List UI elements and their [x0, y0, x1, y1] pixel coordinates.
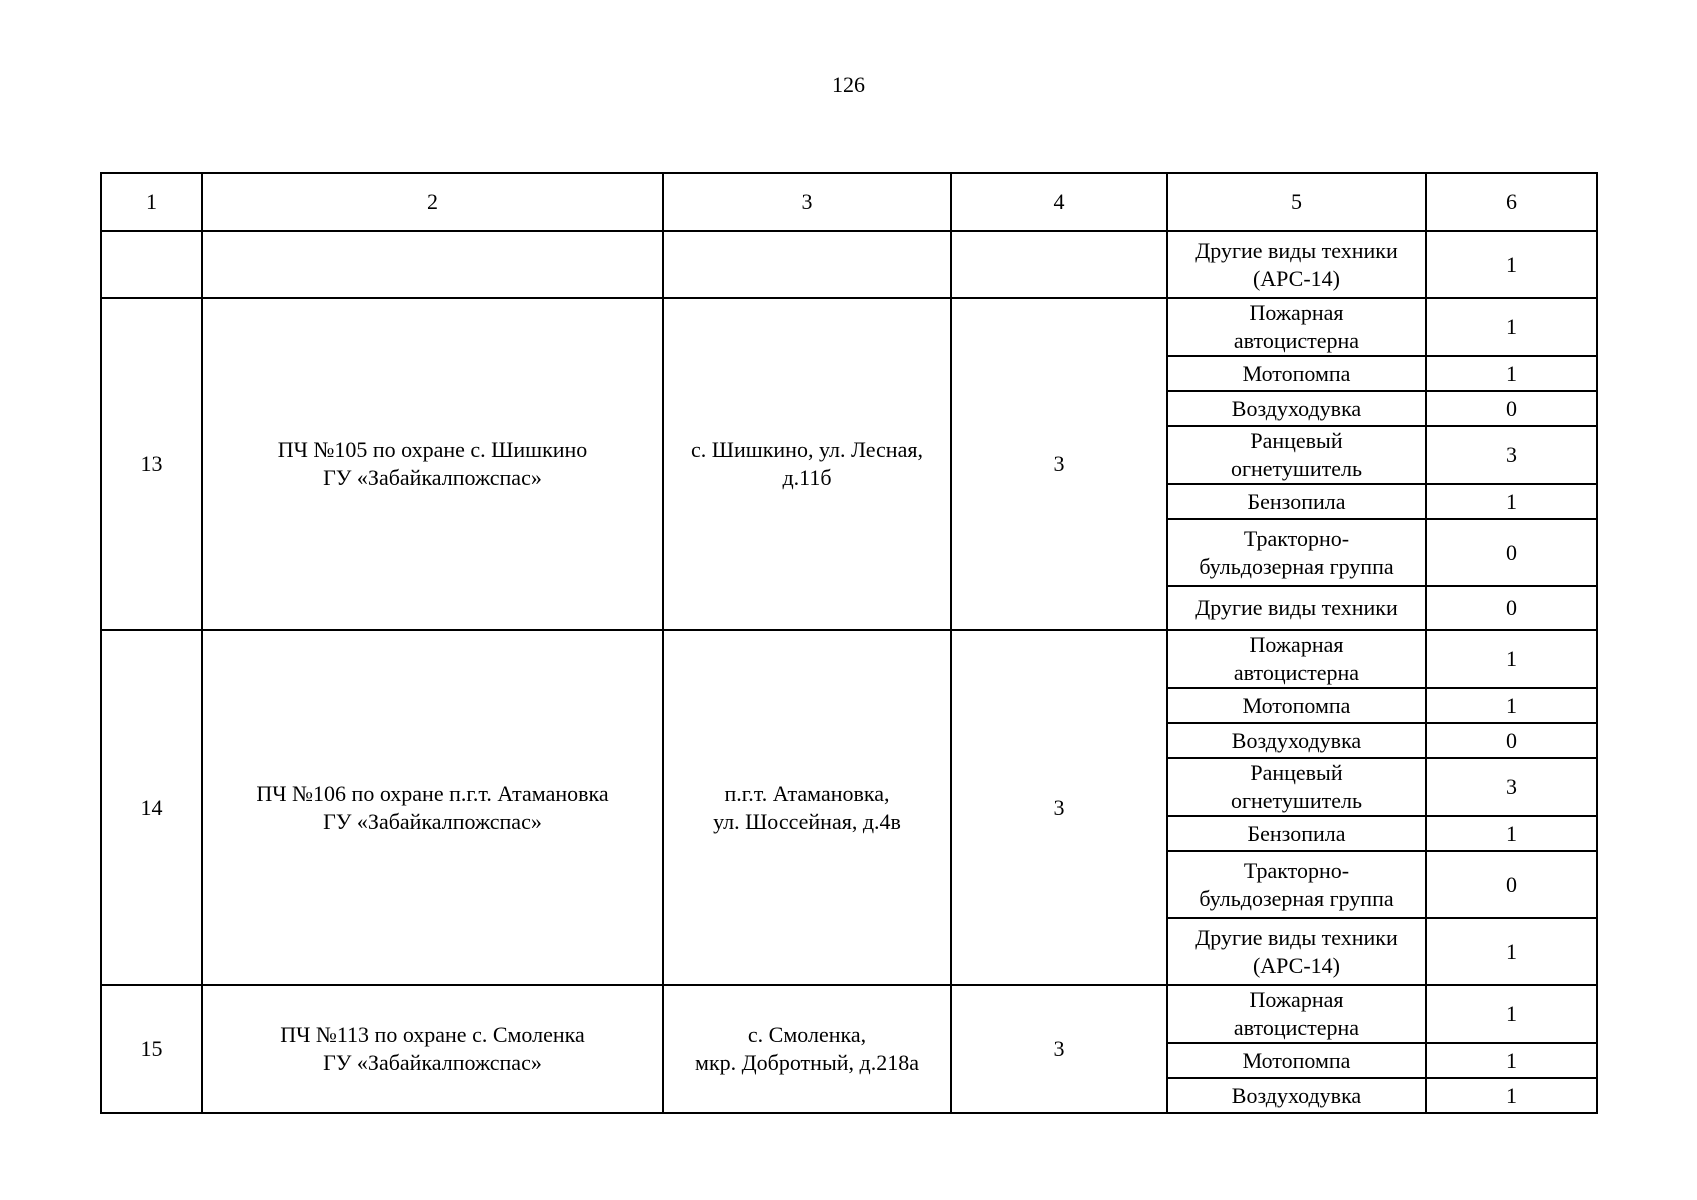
- equipment-name: Бензопила: [1167, 484, 1426, 519]
- equipment-qty: 1: [1426, 1043, 1597, 1078]
- fire-unit-address: с. Смоленка, мкр. Добротный, д.218а: [663, 985, 951, 1113]
- header-cell: 5: [1167, 173, 1426, 231]
- column-4-value: 3: [951, 985, 1167, 1113]
- equipment-qty: 0: [1426, 586, 1597, 630]
- equipment-qty: 1: [1426, 688, 1597, 723]
- equipment-qty: 0: [1426, 519, 1597, 586]
- fire-unit-name: ПЧ №105 по охране с. Шишкино ГУ «Забайкалпожспас»: [202, 298, 663, 630]
- equipment-qty: 1: [1426, 918, 1597, 985]
- equipment-qty: 3: [1426, 426, 1597, 484]
- table-row: [101, 298, 1597, 356]
- fire-unit-name: ПЧ №106 по охране п.г.т. Атамановка ГУ «Забайкалпожспас»: [202, 630, 663, 985]
- equipment-qty: 1: [1426, 484, 1597, 519]
- row-number: 13: [101, 298, 202, 630]
- equipment-qty: 1: [1426, 231, 1597, 298]
- equipment-name: Бензопила: [1167, 816, 1426, 851]
- table-row: [101, 985, 1597, 1043]
- row-number: 14: [101, 630, 202, 985]
- equipment-name: Другие виды техники: [1167, 586, 1426, 630]
- equipment-qty: 1: [1426, 1078, 1597, 1113]
- equipment-name: Другие виды техники (АРС-14): [1167, 918, 1426, 985]
- equipment-name: Другие виды техники (АРС-14): [1167, 231, 1426, 298]
- equipment-name: Мотопомпа: [1167, 356, 1426, 391]
- empty-cell: [663, 231, 951, 298]
- fire-unit-address: п.г.т. Атамановка, ул. Шоссейная, д.4в: [663, 630, 951, 985]
- equipment-qty: 1: [1426, 816, 1597, 851]
- header-cell: 6: [1426, 173, 1597, 231]
- equipment-name: Воздуходувка: [1167, 723, 1426, 758]
- equipment-name: Ранцевый огнетушитель: [1167, 758, 1426, 816]
- equipment-name: Воздуходувка: [1167, 391, 1426, 426]
- fire-unit-address: с. Шишкино, ул. Лесная, д.11б: [663, 298, 951, 630]
- header-cell: 3: [663, 173, 951, 231]
- equipment-name: Мотопомпа: [1167, 688, 1426, 723]
- header-row: [101, 173, 1597, 231]
- column-4-value: 3: [951, 630, 1167, 985]
- equipment-table: [100, 172, 1598, 1114]
- equipment-name: Мотопомпа: [1167, 1043, 1426, 1078]
- equipment-name: Тракторно- бульдозерная группа: [1167, 519, 1426, 586]
- table-row: [101, 630, 1597, 688]
- table-row: [101, 231, 1597, 298]
- equipment-name: Тракторно- бульдозерная группа: [1167, 851, 1426, 918]
- page-number: 126: [832, 72, 865, 97]
- equipment-qty: 1: [1426, 985, 1597, 1043]
- column-4-value: 3: [951, 298, 1167, 630]
- equipment-qty: 1: [1426, 630, 1597, 688]
- equipment-qty: 3: [1426, 758, 1597, 816]
- equipment-name: Ранцевый огнетушитель: [1167, 426, 1426, 484]
- row-number: 15: [101, 985, 202, 1113]
- equipment-qty: 1: [1426, 356, 1597, 391]
- equipment-name: Пожарная автоцистерна: [1167, 630, 1426, 688]
- empty-cell: [202, 231, 663, 298]
- equipment-name: Пожарная автоцистерна: [1167, 298, 1426, 356]
- equipment-name: Пожарная автоцистерна: [1167, 985, 1426, 1043]
- header-cell: 2: [202, 173, 663, 231]
- equipment-qty: 0: [1426, 851, 1597, 918]
- equipment-name: Воздуходувка: [1167, 1078, 1426, 1113]
- fire-unit-name: ПЧ №113 по охране с. Смоленка ГУ «Забайкалпожспас»: [202, 985, 663, 1113]
- equipment-qty: 0: [1426, 723, 1597, 758]
- empty-cell: [951, 231, 1167, 298]
- header-cell: 1: [101, 173, 202, 231]
- equipment-qty: 0: [1426, 391, 1597, 426]
- empty-cell: [101, 231, 202, 298]
- equipment-qty: 1: [1426, 298, 1597, 356]
- header-cell: 4: [951, 173, 1167, 231]
